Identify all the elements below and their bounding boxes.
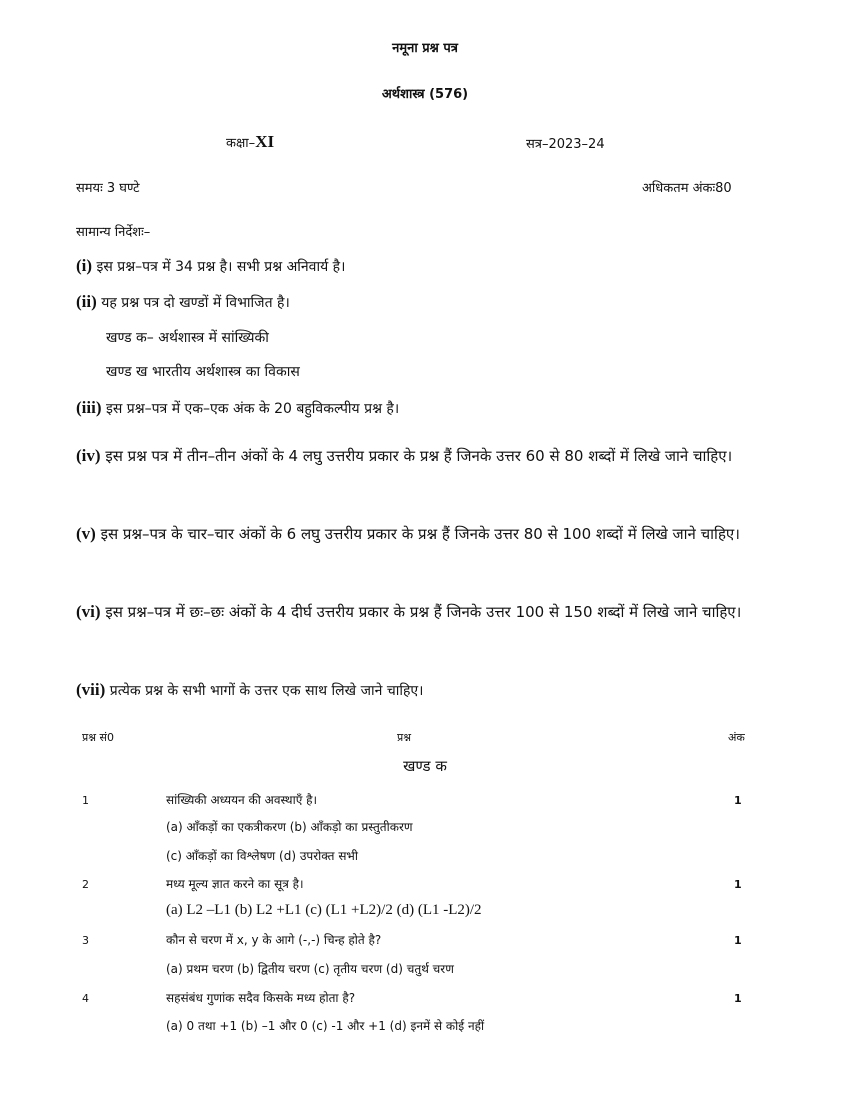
paper-title: नमूना प्रश्न पत्र — [392, 41, 458, 56]
class-label: कक्षा– — [226, 136, 256, 151]
section-b-desc: खण्ड ख भारतीय अर्थशास्त्र का विकास — [106, 364, 300, 380]
question-text: सांख्यिकी अध्ययन की अवस्थाएँ है। — [166, 793, 318, 807]
question-options: (a) आँकड़ों का एकत्रीकरण (b) आँकड़ो का प्रस्तुतीकरण — [166, 820, 413, 834]
question-marks: 1 — [734, 878, 742, 891]
question-number: 3 — [82, 934, 89, 947]
question-options: (a) प्रथम चरण (b) द्वितीय चरण (c) तृतीय चरण (d) चतुर्थ चरण — [166, 962, 454, 976]
question-text: मध्य मूल्य ज्ञात करने का सूत्र है। — [166, 877, 304, 891]
column-header-qno: प्रश्न सं0 — [82, 731, 114, 744]
column-header-question: प्रश्न — [397, 731, 412, 744]
class-info — [226, 132, 274, 152]
question-options: (a) L2 –L1 (b) L2 +L1 (c) (L1 +L2)/2 (d) (L1 -L2)/2 — [166, 902, 482, 918]
instruction-item: (i) इस प्रश्न–पत्र में 34 प्रश्न है। सभी प्रश्न अनिवार्य है। — [76, 256, 346, 275]
instruction-item: (iv) इस प्रश्न पत्र में तीन–तीन अंकों के 4 लघु उत्तरीय प्रकार के प्रश्न हैं जिनके उत्तर 60 से 80 शब्दों में लिखे जाने चाहिए। — [76, 446, 733, 465]
section-title: खण्ड क — [403, 757, 447, 775]
instruction-item: (ii) यह प्रश्न पत्र दो खण्डों में विभाजित है। — [76, 292, 290, 311]
instruction-item: (vi) इस प्रश्न–पत्र में छः–छः अंकों के 4 दीर्घ उत्तरीय प्रकार के प्रश्न हैं जिनके उत्तर 100 से 150 शब्दों में लिखे जाने चाहिए। — [76, 602, 742, 621]
paper-subject: अर्थशास्त्र (576) — [381, 87, 469, 102]
question-number: 4 — [82, 992, 89, 1005]
question-text: सहसंबंध गुणांक सदैव किसके मध्य होता है? — [166, 991, 356, 1005]
question-marks: 1 — [734, 992, 742, 1005]
question-number: 1 — [82, 794, 89, 807]
max-marks: अधिकतम अंकः80 — [642, 181, 732, 196]
question-number: 2 — [82, 878, 89, 891]
instruction-item: (vii) प्रत्येक प्रश्न के सभी भागों के उत्तर एक साथ लिखे जाने चाहिए। — [76, 680, 424, 699]
instruction-item: (v) इस प्रश्न–पत्र के चार–चार अंकों के 6 लघु उत्तरीय प्रकार के प्रश्न हैं जिनके उत्तर 80 से 100 शब्दों में लिखे जाने चाहिए। — [76, 524, 740, 543]
question-options: (c) आँकड़ों का विश्लेषण (d) उपरोक्त सभी — [166, 849, 358, 863]
instruction-item: (iii) इस प्रश्न–पत्र में एक–एक अंक के 20 बहुविकल्पीय प्रश्न है। — [76, 398, 400, 417]
question-options: (a) 0 तथा +1 (b) –1 और 0 (c) -1 और +1 (d) इनमें से कोई नहीं — [166, 1019, 485, 1033]
instructions-heading: सामान्य निर्देशः– — [76, 225, 151, 240]
exam-time: समयः 3 घण्टे — [76, 181, 140, 196]
class-value: XI — [255, 132, 275, 151]
question-marks: 1 — [734, 794, 742, 807]
question-text: कौन से चरण में x, y के आगे (-,-) चिन्ह होते है? — [166, 933, 382, 947]
session: सत्र–2023–24 — [526, 137, 605, 152]
section-a-desc: खण्ड क– अर्थशास्त्र में सांख्यिकी — [106, 330, 269, 346]
question-marks: 1 — [734, 934, 742, 947]
column-header-marks: अंक — [728, 731, 745, 744]
